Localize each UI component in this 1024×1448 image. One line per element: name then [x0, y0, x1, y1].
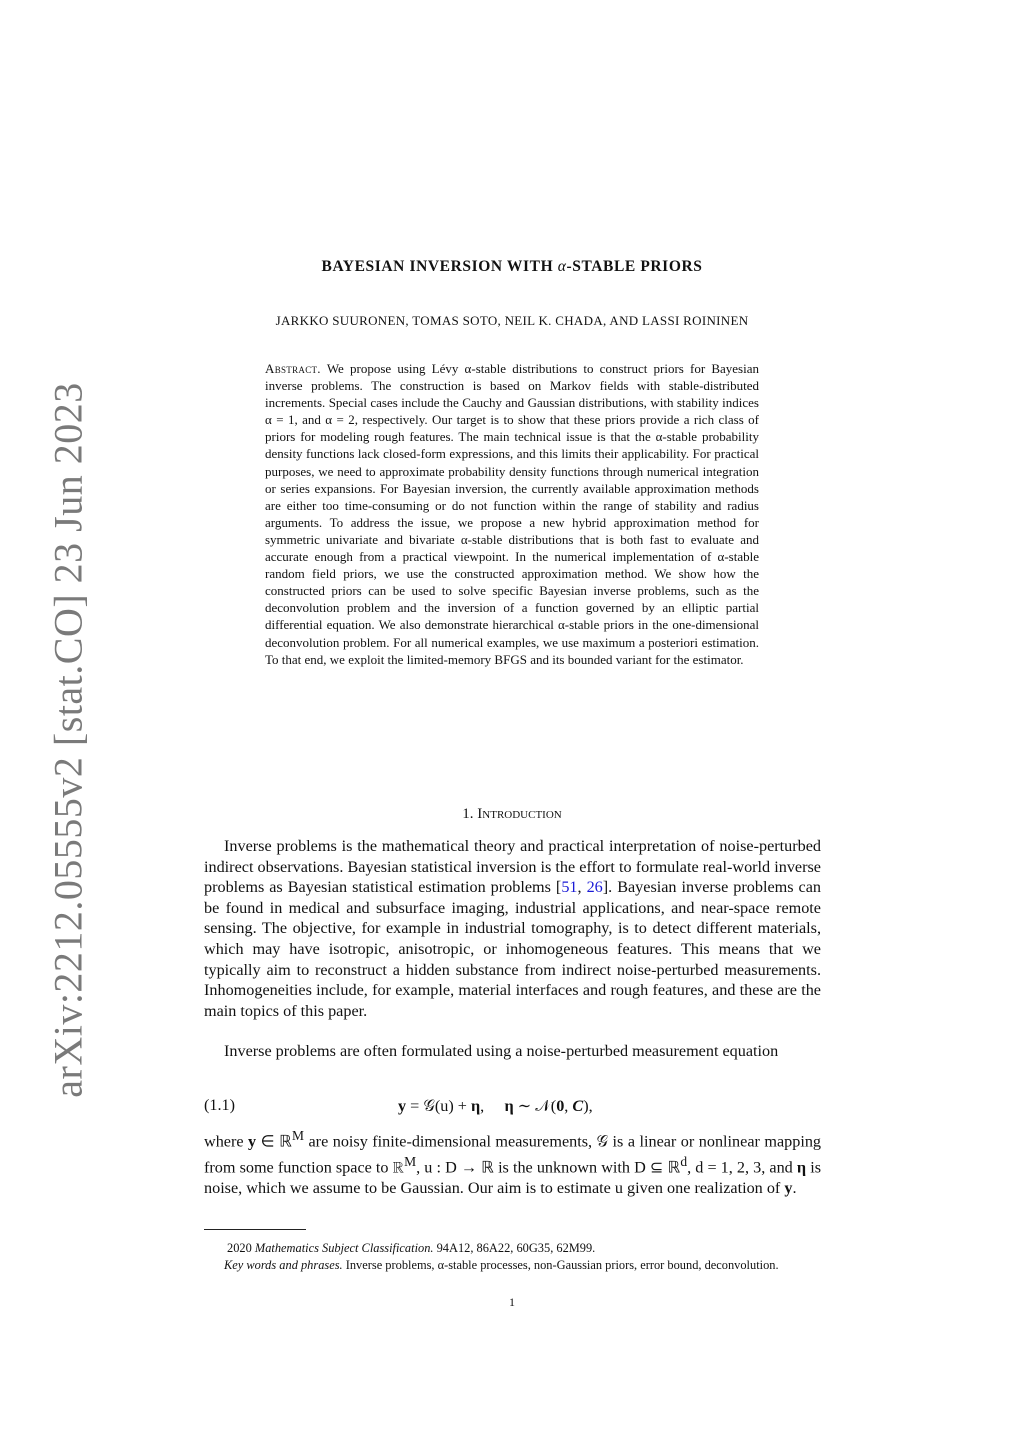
abstract-text: We propose using Lévy α-stable distributions to construct priors for Bayesian inverse problems. The construction is based on Markov fields with stable-distributed increments. Special cases include the Cauchy and Gaussian distributions, with stability indices α = 1, and α = 2, respectively. Our target is to show that these priors provide a rich class of priors for modeling rough features. The main technical issue is that the α-stable probability density functions lack closed-form expressions, and this limits their applicability. For practical purposes, we need to approximate probability density functions through numerical integration or series expansions. For Bayesian inversion, the currently available approximation methods are either too time-consuming or do not function within the range of stability and radius arguments. To address the issue, we propose a new hybrid approximation method for symmetric univariate and bivariate α-stable distributions that is both fast to evaluate and accurate enough from a practical viewpoint. In the numerical implementation of α-stable random field priors, we use the constructed approximation method. We show how the constructed priors can be used to solve specific Bayesian inverse problems, such as the deconvolution problem and the inversion of a function governed by an elliptic partial differential equation. We also demonstrate hierarchical α-stable priors in the one-dimensional deconvolution problem. For all numerical examples, we use maximum a posteriori estimation. To that end, we exploit the limited-memory BFGS and its bounded variant for the estimator. [265, 361, 759, 667]
eq-y: y [398, 1097, 407, 1115]
p3-t5: , d = 1, 2, 3, and [687, 1158, 797, 1177]
citation-link-26[interactable]: 26 [586, 878, 603, 897]
title-part2: -STABLE PRIORS [566, 258, 703, 275]
section-number: 1. [462, 806, 474, 822]
title-alpha: α [557, 258, 567, 275]
intro-paragraph-2 [204, 1041, 821, 1062]
paper-title [0, 258, 1024, 276]
p3-t3: are noisy finite-dimensional measurements, 𝒢 is a linear or nonlinear mapping from some function space to ℝ [204, 1132, 822, 1177]
cite-separator: , [577, 878, 587, 897]
p3-t1: where [204, 1132, 249, 1151]
equation-body [398, 1096, 593, 1116]
keywords-label: Key words and phrases. [224, 1257, 343, 1272]
p3-y2: y [784, 1178, 793, 1197]
eq-sep: , [480, 1097, 505, 1115]
abstract [265, 360, 759, 668]
equation-1-1 [204, 1096, 821, 1118]
footnote-msc [204, 1240, 821, 1257]
p3-y1: y [248, 1132, 257, 1151]
eq-dist: ∼ 𝒩( [513, 1097, 557, 1115]
equation-number: (1.1) [204, 1096, 236, 1114]
eq-C: C [572, 1097, 584, 1115]
section-title: Introduction [477, 806, 562, 822]
intro-p1-part-b: ]. Bayesian inverse problems can be found in medical and subsurface imaging, industrial applications, and near-space remote sensing. The objective, for example in industrial tomography, is to detect different materials, which may have isotropic, anisotropic, or inhomogeneous features. This means that we typically aim to reconstruct a hidden substance from indirect noise-perturbed measurements. Inhomogeneities include, for example, material interfaces and rough features, and these are the main topics of this paper. [204, 878, 821, 1020]
citation-link-51[interactable]: 51 [561, 878, 578, 897]
p3-t6: is noise, which we assume to be Gaussian. Our aim is to estimate u given one realization of [204, 1158, 821, 1197]
p3-t4: , u : D → ℝ is the unknown with D ⊆ ℝ [416, 1158, 681, 1177]
author-list: JARKKO SUURONEN, TOMAS SOTO, NEIL K. CHADA, AND LASSI ROININEN [275, 313, 749, 328]
intro-paragraph-3 [204, 1126, 821, 1199]
footnote-rule [204, 1229, 306, 1230]
arxiv-identifier: arXiv:2212.05555v2 [stat.CO] 23 Jun 2023 [45, 382, 91, 1098]
page-number: 1 [509, 1295, 515, 1309]
footnotes [204, 1240, 821, 1273]
eq-zero: 0 [556, 1097, 565, 1115]
title-part1: BAYESIAN INVERSION WITH [321, 258, 558, 275]
intro-p1-part-a: Inverse problems is the mathematical theory and practical interpretation of noise-perturbed indirect observations. Bayesian statistical inversion is the effort to formulate real-world inverse problems as Bayesian statistical estimation problems [ [204, 837, 821, 897]
eq-comma: , [564, 1097, 573, 1115]
eq-eta-2: η [504, 1097, 514, 1115]
p3-t7: . [792, 1178, 797, 1197]
intro-paragraph-1 [204, 836, 821, 1021]
eq-rhs: = 𝒢(u) + [406, 1097, 471, 1115]
p3-t2: ∈ ℝ [256, 1132, 292, 1151]
msc-codes: 94A12, 86A22, 60G35, 62M99. [433, 1241, 596, 1255]
p3-sup-m1: M [292, 1128, 305, 1143]
p3-sup-d: d [680, 1153, 688, 1169]
msc-year: 2020 [227, 1241, 255, 1255]
intro-p2-text: Inverse problems are often formulated using a noise-perturbed measurement equation [224, 1042, 779, 1060]
footnote-keywords [204, 1257, 821, 1274]
keywords-text: Inverse problems, α-stable processes, non-Gaussian priors, error bound, deconvolution. [342, 1257, 779, 1272]
eq-eta: η [470, 1097, 481, 1115]
section-heading [0, 806, 1024, 823]
msc-label: Mathematics Subject Classification. [254, 1241, 434, 1255]
abstract-label: Abstract. [265, 361, 321, 376]
p3-sup-m2: M [404, 1153, 417, 1169]
eq-close: ), [583, 1097, 593, 1115]
p3-eta: η [796, 1158, 807, 1177]
